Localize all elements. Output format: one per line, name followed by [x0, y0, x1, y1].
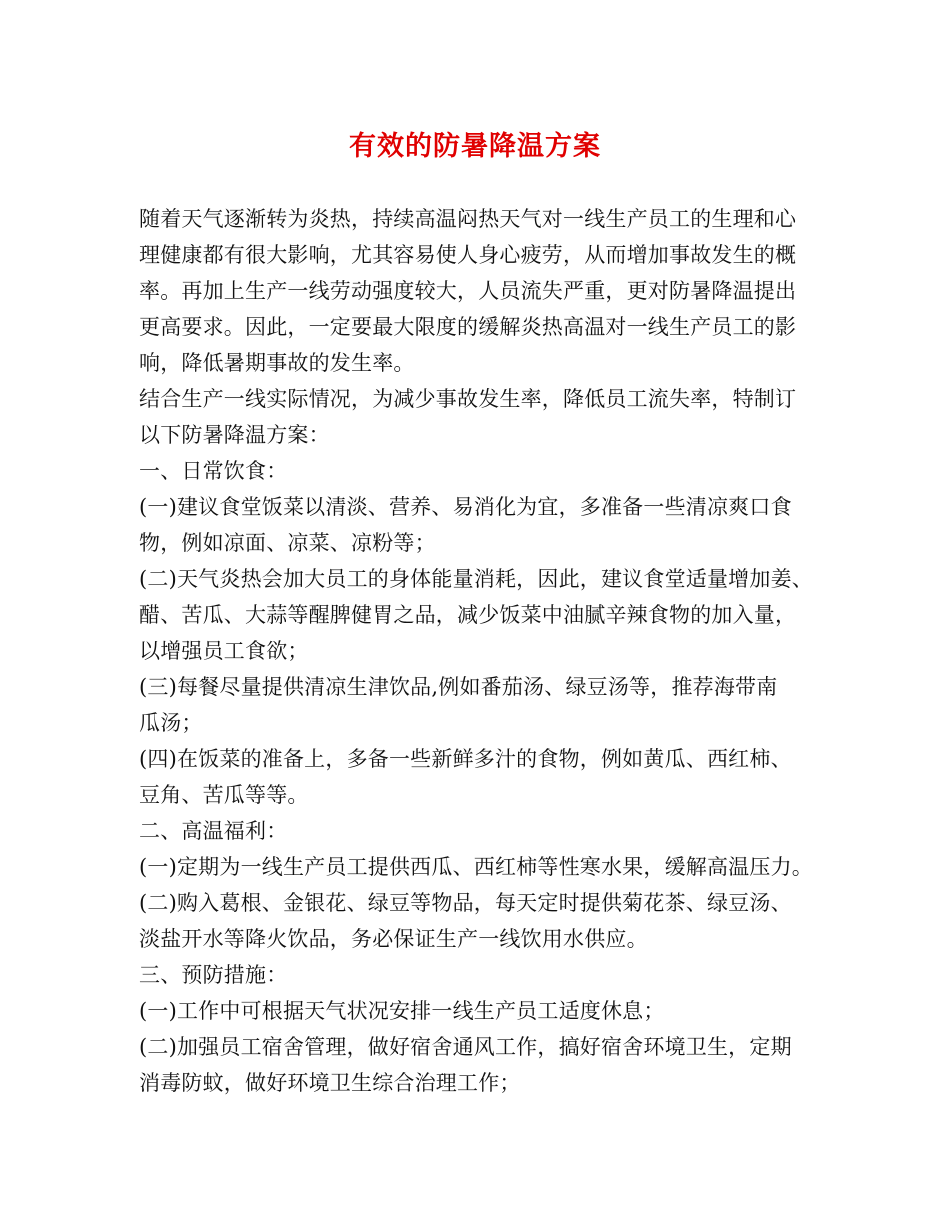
- body-line: (四)在饭菜的准备上，多备一些新鲜多汁的食物，例如黄瓜、西红柿、: [139, 747, 792, 771]
- document-body: [139, 201, 829, 1101]
- body-line: 理健康都有很大影响，尤其容易使人身心疲劳，从而增加事故发生的概: [139, 243, 797, 267]
- body-line: (二)天气炎热会加大员工的身体能量消耗，因此，建议食堂适量增加姜、: [139, 567, 813, 591]
- body-line: 随着天气逐渐转为炎热，持续高温闷热天气对一线生产员工的生理和心: [139, 207, 797, 231]
- body-line: 醋、苦瓜、大蒜等醒脾健胃之品，减少饭菜中油腻辛辣食物的加入量，: [139, 603, 797, 627]
- body-line: 淡盐开水等降火饮品，务必保证生产一线饮用水供应。: [139, 927, 648, 951]
- body-line: 结合生产一线实际情况，为减少事故发生率，降低员工流失率，特制订: [139, 387, 797, 411]
- body-line: 以增强员工食欲；: [139, 639, 309, 663]
- body-line: 消毒防蚊，做好环境卫生综合治理工作；: [139, 1071, 521, 1095]
- section-heading: 二、高温福利：: [139, 819, 288, 843]
- body-line: 豆角、苦瓜等等。: [139, 783, 309, 807]
- body-line: (二)购入葛根、金银花、绿豆等物品，每天定时提供菊花茶、绿豆汤、: [139, 891, 792, 915]
- body-line: 率。再加上生产一线劳动强度较大，人员流失严重，更对防暑降温提出: [139, 279, 797, 303]
- body-line: (一)建议食堂饭菜以清淡、营养、易消化为宜，多准备一些清凉爽口食: [139, 495, 792, 519]
- document-title: 有效的防暑降温方案: [349, 131, 601, 162]
- body-line: (一)工作中可根据天气状况安排一线生产员工适度休息；: [139, 999, 665, 1023]
- body-line: (二)加强员工宿舍管理，做好宿舍通风工作，搞好宿舍环境卫生，定期: [139, 1035, 792, 1059]
- body-line: 瓜汤；: [139, 711, 203, 735]
- body-line: (一)定期为一线生产员工提供西瓜、西红柿等性寒水果，缓解高温压力。: [139, 855, 813, 879]
- body-line: 更高要求。因此，一定要最大限度的缓解炎热高温对一线生产员工的影: [139, 315, 797, 339]
- section-heading: 一、日常饮食：: [139, 459, 288, 483]
- body-line: 以下防暑降温方案：: [139, 423, 330, 447]
- body-line: 响，降低暑期事故的发生率。: [139, 351, 415, 375]
- body-line: (三)每餐尽量提供清凉生津饮品,例如番茄汤、绿豆汤等，推荐海带南: [139, 675, 778, 699]
- body-line: 物，例如凉面、凉菜、凉粉等；: [139, 531, 436, 555]
- section-heading: 三、预防措施：: [139, 963, 288, 987]
